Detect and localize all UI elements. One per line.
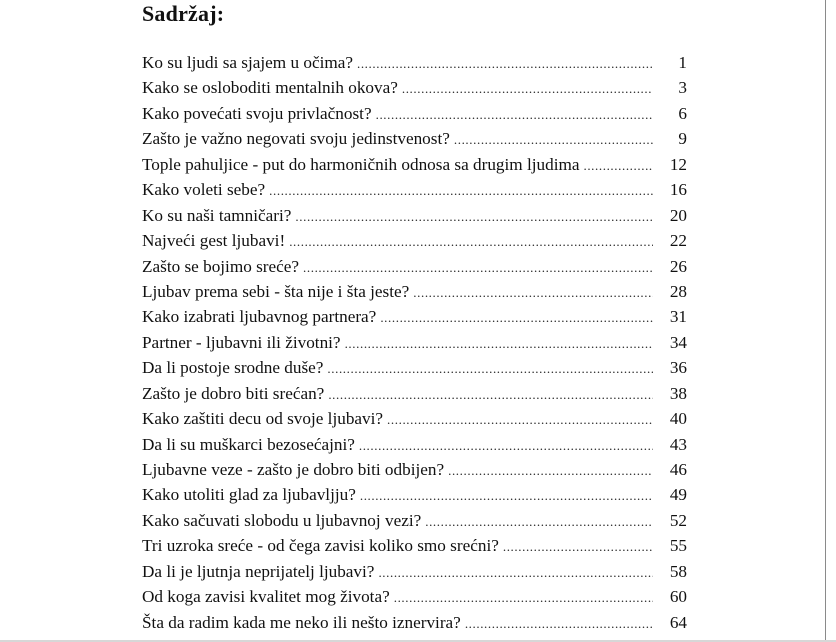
toc-dot-leader — [454, 127, 653, 152]
toc-entry[interactable] — [142, 203, 687, 228]
toc-entry[interactable] — [142, 355, 687, 380]
toc-page-number: 38 — [669, 383, 687, 403]
toc-page-number: 55 — [669, 536, 687, 556]
toc-entry-title: Zašto je dobro biti srećan? — [142, 383, 325, 403]
toc-page-number: 34 — [669, 332, 687, 352]
toc-entry-title: Da li su muškarci bezosećajni? — [142, 434, 355, 454]
toc-entry[interactable] — [142, 304, 687, 329]
toc-entry[interactable] — [142, 254, 687, 279]
toc-dot-leader — [359, 433, 653, 458]
toc-entry[interactable] — [142, 177, 687, 202]
toc-page-number: 64 — [669, 612, 687, 632]
toc-entry[interactable] — [142, 228, 687, 253]
toc-entry-title: Tople pahuljice - put do harmoničnih odnosa sa drugim ljudima — [142, 154, 580, 174]
toc-page-number: 60 — [669, 587, 687, 607]
toc-entry[interactable] — [142, 50, 687, 75]
toc-dot-leader — [465, 611, 653, 636]
toc-entry-title: Kako zaštiti decu od svoje ljubavi? — [142, 409, 384, 429]
toc-dot-leader — [345, 331, 653, 356]
toc-entry-title: Kako voleti sebe? — [142, 180, 266, 200]
toc-entry-title: Ko su naši tamničari? — [142, 205, 292, 225]
toc-entry-title: Zašto se bojimo sreće? — [142, 256, 300, 276]
toc-entry-title: Ljubav prema sebi - šta nije i šta jeste? — [142, 281, 410, 301]
toc-entry-title: Da li je ljutnja neprijatelj ljubavi? — [142, 561, 375, 581]
toc-dot-leader — [328, 382, 653, 407]
toc-page-number: 20 — [669, 205, 687, 225]
toc-page-number: 22 — [669, 231, 687, 251]
toc-entry[interactable] — [142, 533, 687, 558]
toc-entry-title: Zašto je važno negovati svoju jedinstvenost? — [142, 129, 450, 149]
toc-entry-title: Partner - ljubavni ili životni? — [142, 332, 341, 352]
toc-dot-leader — [295, 204, 653, 229]
toc-dot-leader — [402, 76, 653, 101]
toc-dot-leader — [327, 356, 653, 381]
toc-entry-title: Kako povećati svoju privlačnost? — [142, 103, 372, 123]
toc-entry[interactable] — [142, 406, 687, 431]
toc-entry-title: Kako se osloboditi mentalnih okova? — [142, 78, 398, 98]
toc-dot-leader — [378, 560, 653, 585]
toc-entry[interactable] — [142, 279, 687, 304]
toc-entry[interactable] — [142, 330, 687, 355]
toc-page-number: 36 — [669, 358, 687, 378]
toc-page-number: 58 — [669, 561, 687, 581]
toc-page-number: 31 — [669, 307, 687, 327]
toc-dot-leader — [583, 153, 653, 178]
toc-entry-title: Kako sačuvati slobodu u ljubavnoj vezi? — [142, 510, 422, 530]
toc-page-number: 52 — [669, 510, 687, 530]
toc-dot-leader — [380, 305, 653, 330]
toc-entry[interactable] — [142, 101, 687, 126]
toc-entry[interactable] — [142, 126, 687, 151]
toc-entry[interactable] — [142, 152, 687, 177]
toc-dot-leader — [289, 229, 653, 254]
toc-page-number: 1 — [678, 53, 687, 72]
toc-entry[interactable] — [142, 432, 687, 457]
toc-entry-title: Ljubavne veze - zašto je dobro biti odbijen? — [142, 460, 445, 479]
toc-page-number: 40 — [669, 409, 687, 429]
toc-entry[interactable] — [142, 482, 687, 507]
toc-dot-leader — [269, 178, 653, 203]
toc-dot-leader — [357, 51, 653, 76]
toc-page-number: 6 — [678, 103, 687, 123]
toc-page-number: 16 — [669, 180, 687, 200]
toc-page-number: 28 — [669, 281, 687, 301]
toc-dot-leader — [448, 458, 653, 483]
toc-page-number: 26 — [669, 256, 687, 276]
toc-page-number: 43 — [669, 434, 687, 454]
page-title: Sadržaj: — [142, 1, 225, 26]
toc-dot-leader — [303, 255, 653, 280]
toc-entry-title: Najveći gest ljubavi! — [142, 231, 286, 251]
toc-entry[interactable] — [142, 559, 687, 584]
toc-page-number: 9 — [678, 129, 687, 149]
toc-dot-leader — [376, 102, 653, 127]
table-of-contents — [142, 50, 687, 635]
toc-dot-leader — [394, 585, 653, 610]
toc-dot-leader — [387, 407, 653, 432]
toc-entry-title: Od koga zavisi kvalitet mog života? — [142, 587, 390, 607]
toc-dot-leader — [360, 483, 653, 508]
toc-dot-leader — [425, 509, 653, 534]
toc-entry-title: Šta da radim kada me neko ili nešto iznervira? — [142, 612, 461, 632]
toc-page-number: 3 — [678, 78, 687, 98]
toc-page-number: 12 — [669, 154, 687, 174]
toc-entry-title: Tri uzroka sreće - od čega zavisi koliko smo srećni? — [142, 536, 499, 556]
toc-entry-title: Kako izabrati ljubavnog partnera? — [142, 307, 377, 327]
toc-entry[interactable] — [142, 381, 687, 406]
toc-dot-leader — [413, 280, 653, 305]
toc-entry-title: Da li postoje srodne duše? — [142, 358, 324, 378]
page-edge-divider — [825, 0, 826, 642]
toc-page-number: 46 — [669, 460, 687, 479]
toc-page-number: 49 — [669, 485, 687, 505]
toc-dot-leader — [503, 534, 653, 559]
toc-entry[interactable] — [142, 75, 687, 100]
toc-entry-title: Ko su ljudi sa sjajem u očima? — [142, 53, 353, 72]
toc-entry[interactable] — [142, 508, 687, 533]
toc-entry[interactable] — [142, 457, 687, 482]
toc-entry[interactable] — [142, 610, 687, 635]
toc-entry-title: Kako utoliti glad za ljubavljju? — [142, 485, 356, 505]
toc-entry[interactable] — [142, 584, 687, 609]
